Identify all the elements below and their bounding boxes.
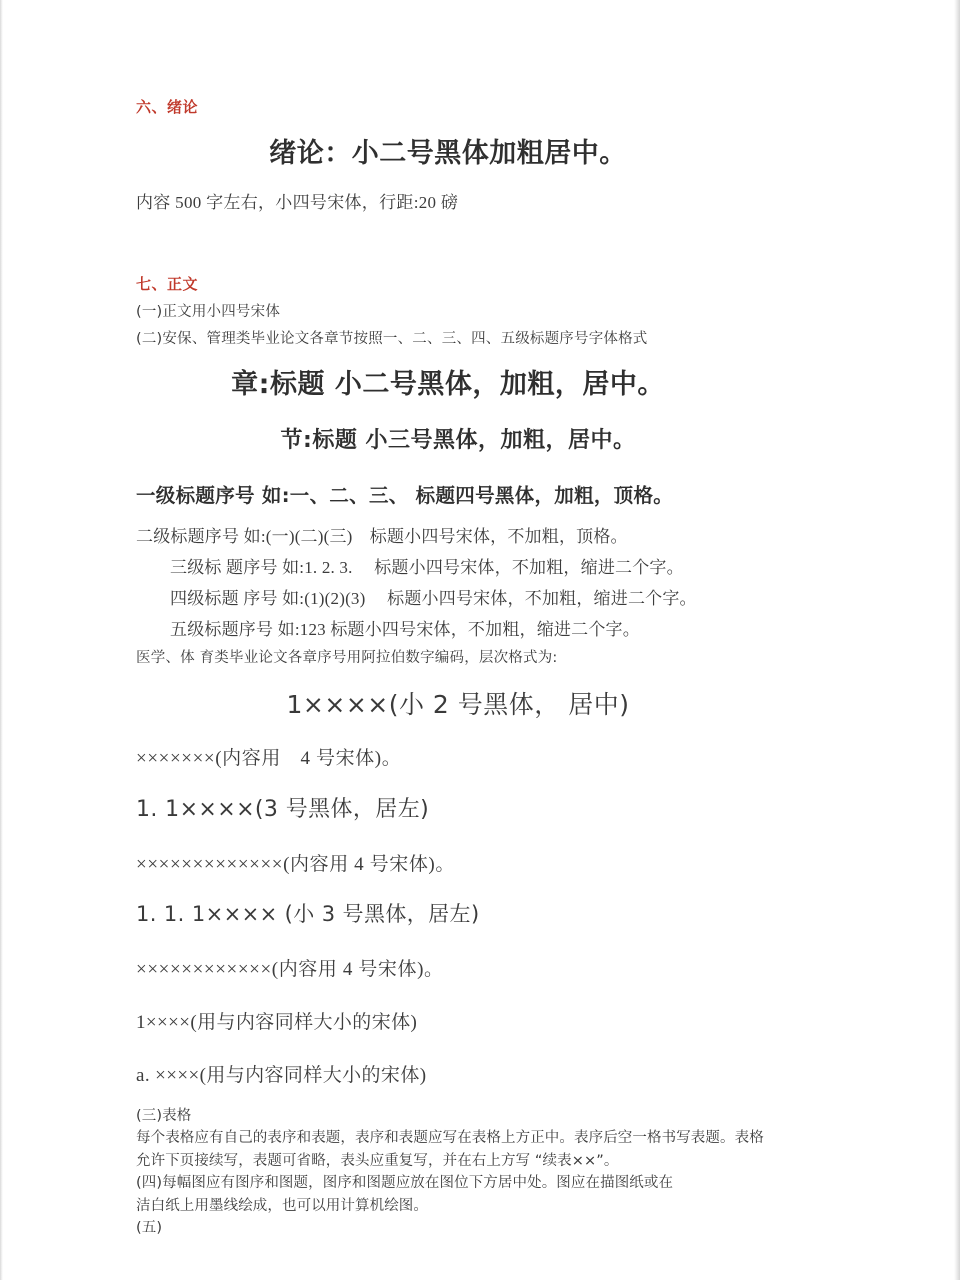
heading-level-2-rule: 二级标题序号 如:(一)(二)(三) 标题小四号宋体，不加粗，顶格。 [136, 527, 628, 546]
sample-paragraph-1: ×××××××(内容用 4 号宋体)。 [136, 748, 402, 769]
medical-numbering-note: 医学、体 育类毕业论文各章序号用阿拉伯数字编码，层次格式为: [136, 650, 558, 666]
section-heading-6: 六、绪论 [136, 98, 199, 116]
body-rule-item-1: (一)正文用小四号宋体 [136, 304, 281, 320]
introduction-note: 内容 500 字左右，小四号宋体，行距:20 磅 [136, 193, 459, 212]
heading-level-5-rule: 五级标题序号 如:123 标题小四号宋体，不加粗，缩进二个字。 [170, 620, 640, 639]
sample-numbered-list-rule: 1××××(用与内容同样大小的宋体) [136, 1012, 418, 1033]
figure-rule-line-1: (四)每幅图应有图序和图题，图序和图题应放在图位下方居中处。图应在描图纸或在 [136, 1175, 674, 1192]
heading-level-4-rule: 四级标题 序号 如:(1)(2)(3) 标题小四号宋体，不加粗，缩进二个字。 [170, 589, 697, 608]
sample-paragraph-2: ×××××××××××××(内容用 4 号宋体)。 [136, 854, 455, 875]
introduction-title: 绪论：小二号黑体加粗居中。 [269, 138, 627, 169]
sample-heading-level-1: 1××××(小 2 号黑体， 居中) [286, 690, 630, 719]
sample-heading-level-3: 1. 1. 1×××× (小 3 号黑体，居左) [136, 902, 480, 926]
sample-alpha-list-rule: a. ××××(用与内容同样大小的宋体) [136, 1065, 427, 1086]
table-rule-line-1: 每个表格应有自己的表序和表题，表序和表题应写在表格上方正中。表序后空一格书写表题。表格 [136, 1130, 764, 1147]
figure-rule-line-2: 洁白纸上用墨线绘成，也可以用计算机绘图。 [136, 1197, 428, 1214]
heading-level-3-rule: 三级标 题序号 如:1. 2. 3. 标题小四号宋体，不加粗，缩进二个字。 [170, 558, 684, 577]
sample-heading-level-2: 1. 1××××(3 号黑体，居左) [136, 797, 430, 822]
section-heading-7: 七、正文 [136, 275, 199, 293]
chapter-title-rule: 章:标题 小二号黑体，加粗，居中。 [231, 369, 665, 400]
sample-paragraph-3: ××××××××××××(内容用 4 号宋体)。 [136, 959, 444, 980]
heading-level-1-rule: 一级标题序号 如:一、二、三、 标题四号黑体，加粗，顶格。 [136, 484, 674, 507]
table-rule-label: (三)表格 [136, 1108, 192, 1124]
table-rule-line-2: 允许下页接续写，表题可省略，表头应重复写，并在右上方写 “续表××”。 [136, 1152, 619, 1169]
body-rule-item-2: (二)安保、管理类毕业论文各章节按照一、二、三、四、五级标题序号字体格式 [136, 331, 648, 347]
section-title-rule: 节:标题 小三号黑体，加粗，居中。 [280, 428, 636, 453]
item-5-label: (五) [136, 1220, 163, 1237]
